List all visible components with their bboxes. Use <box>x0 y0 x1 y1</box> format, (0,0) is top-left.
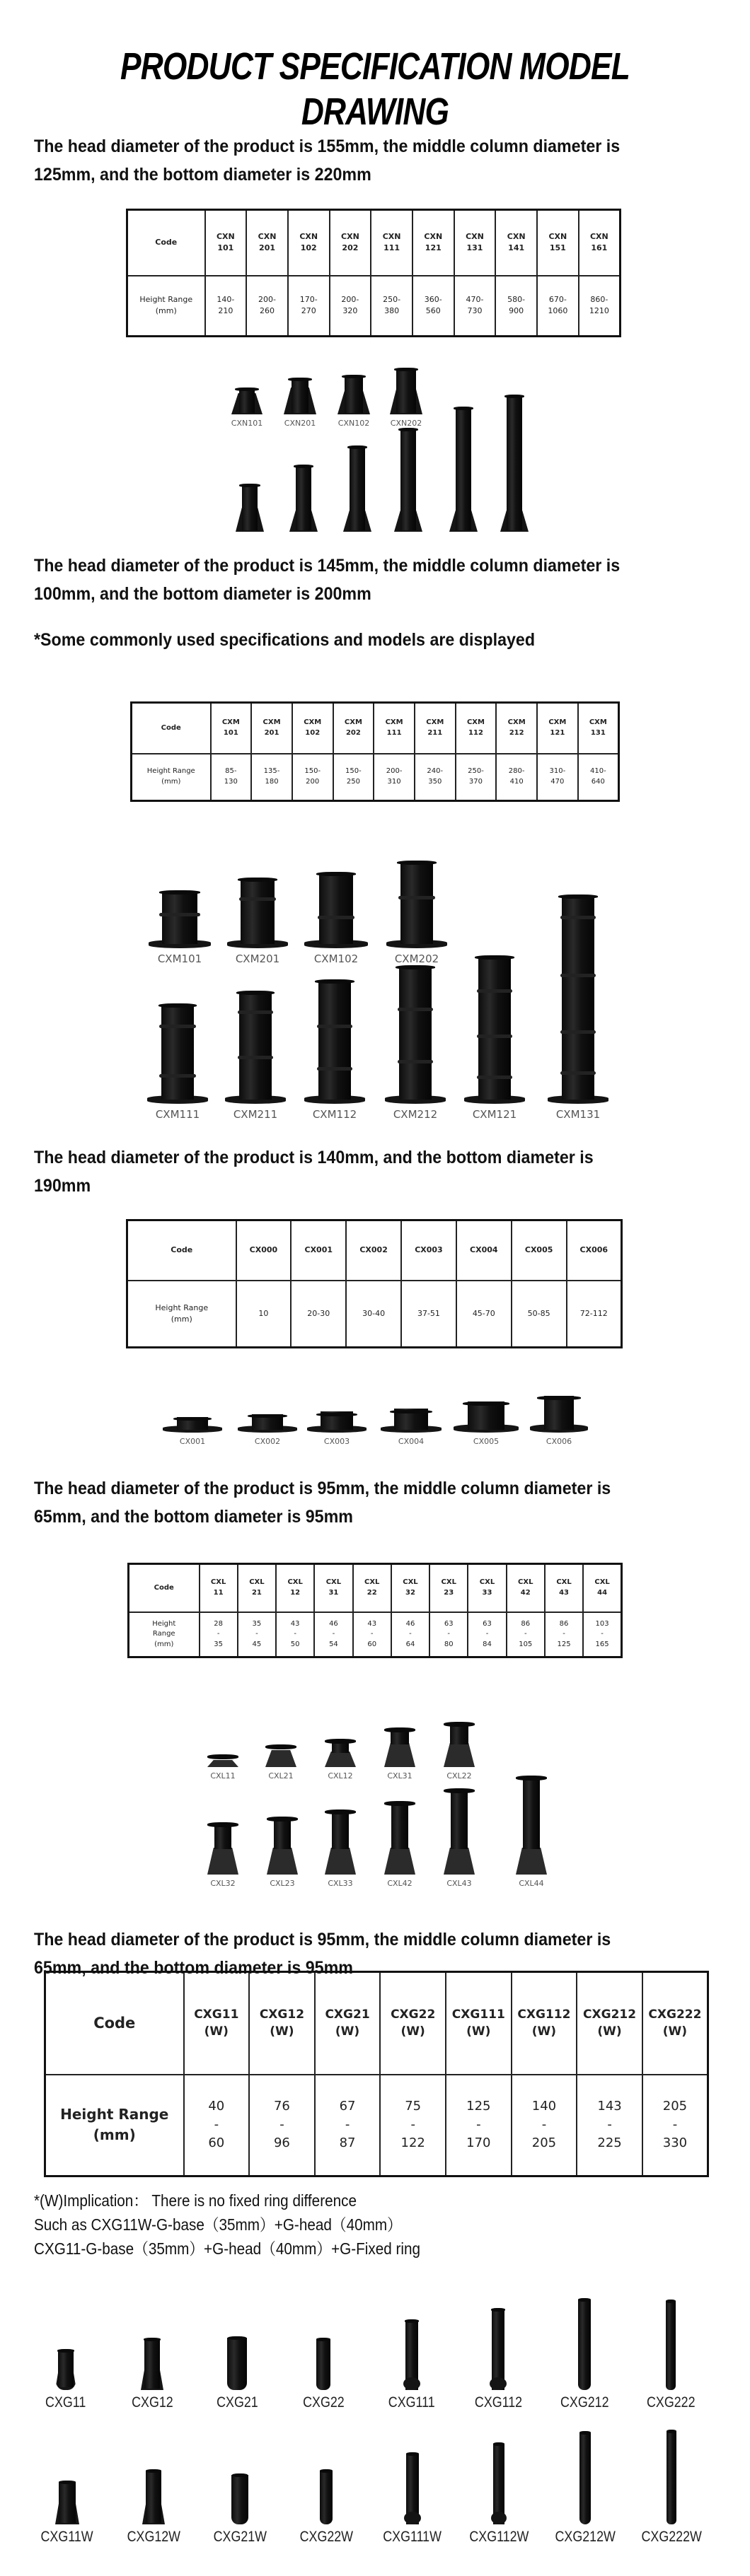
code-cell: CXN 131 <box>454 210 496 276</box>
height-cell: 35 - 45 <box>238 1612 276 1657</box>
product-label: CXG12W <box>127 2529 180 2545</box>
product-label: CXL21 <box>268 1771 294 1781</box>
pedestal-icon <box>464 955 525 1104</box>
product-label: CXM111 <box>155 1108 200 1121</box>
pedestal-icon <box>384 1727 415 1767</box>
height-label: Height Range (mm) <box>127 1281 236 1348</box>
product-label: CXG22W <box>299 2529 353 2545</box>
product-image-cxl21 <box>263 1732 299 1781</box>
height-cell: 170- 270 <box>288 276 330 337</box>
product-label: CXM101 <box>157 952 202 965</box>
code-row <box>127 1220 622 1281</box>
code-cell: CXG22 (W) <box>380 1972 446 2075</box>
product-label: CXN202 <box>390 419 422 428</box>
height-cell: 200- 260 <box>246 276 288 337</box>
height-row <box>127 276 621 337</box>
code-row <box>132 703 619 754</box>
height-cell: 10 <box>236 1281 292 1348</box>
code-cell: CXN 101 <box>205 210 247 276</box>
pedestal-icon <box>238 1411 297 1433</box>
code-cell: CXN 202 <box>330 210 371 276</box>
height-cell: 200- 310 <box>374 754 415 801</box>
height-cell: 45-70 <box>456 1281 512 1348</box>
pedestal-icon <box>227 878 288 948</box>
spec-table-cxl <box>127 1563 623 1658</box>
product-image-cxm111 <box>146 993 209 1121</box>
cx-product-gallery <box>0 1382 750 1453</box>
pedestal-icon <box>141 2338 163 2390</box>
product-image-cxl22 <box>442 1713 477 1781</box>
height-cell: 50-85 <box>512 1281 567 1348</box>
product-image-cxn101 <box>231 361 263 428</box>
code-row <box>45 1972 708 2075</box>
product-image-cxm112 <box>303 972 367 1121</box>
cxn-product-gallery <box>0 361 750 537</box>
height-row <box>132 754 619 801</box>
pedestal-icon <box>444 1788 475 1875</box>
height-cell: 76 - 96 <box>249 2075 315 2176</box>
code-cell: CXG21 (W) <box>315 1972 381 2075</box>
pedestal-icon <box>267 1817 298 1875</box>
product-image-cxm101 <box>147 873 212 965</box>
product-image-cxn111 <box>235 481 265 532</box>
product-label: CX002 <box>254 1437 281 1446</box>
cxl-product-gallery <box>0 1718 750 1909</box>
code-cell: CX003 <box>401 1220 456 1281</box>
pedestal-icon <box>449 407 478 532</box>
code-cell: CXL 11 <box>200 1564 238 1612</box>
code-cell: CXM 121 <box>537 703 578 754</box>
product-image-cx002 <box>236 1394 299 1446</box>
code-cell: CXL 43 <box>545 1564 583 1612</box>
pedestal-icon <box>394 428 422 532</box>
height-cell: 310- 470 <box>537 754 578 801</box>
product-label: CXL11 <box>210 1771 236 1781</box>
pedestal-icon <box>454 1397 519 1433</box>
height-cell: 20-30 <box>291 1281 346 1348</box>
height-cell: 40 - 60 <box>184 2075 250 2176</box>
code-cell: CXN 121 <box>412 210 454 276</box>
pedestal-icon <box>343 445 371 532</box>
height-cell: 580- 900 <box>495 276 537 337</box>
height-cell: 860- 1210 <box>579 276 621 337</box>
code-cell: CXG112 (W) <box>512 1972 577 2075</box>
product-image-cxg12 <box>127 2325 177 2411</box>
section-2-heading <box>34 552 725 608</box>
pedestal-icon <box>207 1754 238 1767</box>
heading-line: 190mm <box>34 1176 91 1196</box>
page-title: PRODUCT SPECIFICATION MODEL DRAWING <box>120 45 630 133</box>
code-cell: CX004 <box>456 1220 512 1281</box>
pedestal-icon <box>444 1722 475 1767</box>
heading-line: The head diameter of the product is 95mm, the middle column diameter is <box>34 1930 611 1950</box>
height-label: Height Range (mm) <box>132 754 211 801</box>
product-label: CXG11 <box>45 2394 86 2411</box>
product-label: CXG111W <box>383 2529 442 2545</box>
code-cell: CXN 111 <box>371 210 412 276</box>
code-cell: CXL 32 <box>391 1564 429 1612</box>
pedestal-icon <box>147 1003 208 1104</box>
section-2-note: *Some commonly used specifications and models are displayed <box>34 630 536 650</box>
height-cell: 72-112 <box>567 1281 622 1348</box>
heading-line: The head diameter of the product is 155mm, the middle column diameter is <box>34 136 621 156</box>
product-label: CXG112W <box>469 2529 529 2545</box>
product-image-cxm131 <box>546 887 610 1121</box>
code-label: Code <box>129 1564 200 1612</box>
product-label: CXN102 <box>338 419 370 428</box>
product-image-cxg22 <box>299 2324 348 2411</box>
code-cell: CXN 102 <box>288 210 330 276</box>
product-label: CXN101 <box>231 419 263 428</box>
product-image-cxg112w <box>467 2428 531 2546</box>
pedestal-icon <box>516 1776 547 1875</box>
height-cell: 280- 410 <box>496 754 537 801</box>
product-image-cxm121 <box>463 948 526 1121</box>
code-cell: CXM 131 <box>578 703 619 754</box>
pedestal-icon <box>404 2452 421 2524</box>
note-line: CXG11-G-base（35mm）+G-head（40mm）+G-Fixed ring <box>34 2239 421 2258</box>
code-cell: CXL 42 <box>507 1564 545 1612</box>
height-cell: 46 - 64 <box>391 1612 429 1657</box>
code-label: Code <box>45 1972 184 2075</box>
product-image-cxg212w <box>553 2418 617 2546</box>
code-cell: CXN 201 <box>246 210 288 276</box>
height-cell: 470- 730 <box>454 276 496 337</box>
height-label: Height Range (mm) <box>45 2075 184 2176</box>
product-label: CXL33 <box>328 1879 353 1888</box>
product-image-cxn151 <box>449 407 478 532</box>
height-cell: 205 - 330 <box>642 2075 708 2176</box>
height-cell: 140 - 205 <box>512 2075 577 2176</box>
product-image-cx001 <box>161 1397 224 1446</box>
pedestal-icon <box>579 2431 591 2524</box>
pedestal-icon <box>231 387 262 414</box>
height-cell: 30-40 <box>346 1281 401 1348</box>
height-row <box>129 1612 622 1657</box>
product-image-cxg222w <box>640 2418 703 2546</box>
code-cell: CX001 <box>291 1220 346 1281</box>
product-image-cxg111w <box>381 2438 444 2546</box>
pedestal-icon <box>325 1739 356 1767</box>
product-label: CXM102 <box>313 952 359 965</box>
pedestal-icon <box>386 861 447 948</box>
pedestal-icon <box>490 2308 507 2390</box>
code-label: Code <box>127 210 205 276</box>
code-cell: CXL 22 <box>353 1564 391 1612</box>
product-image-cxl43 <box>442 1776 477 1888</box>
product-label: CX003 <box>323 1437 350 1446</box>
product-label: CXG11W <box>40 2529 94 2545</box>
code-cell: CXG11 (W) <box>184 1972 250 2075</box>
code-cell: CXM 111 <box>374 703 415 754</box>
pedestal-icon <box>667 2430 676 2524</box>
product-label: CX001 <box>179 1437 206 1446</box>
pedestal-icon <box>390 368 422 414</box>
product-image-cxl23 <box>265 1807 300 1888</box>
code-cell: CXL 44 <box>583 1564 621 1612</box>
height-cell: 63 - 80 <box>429 1612 468 1657</box>
section-3-heading <box>34 1143 725 1200</box>
heading-line: The head diameter of the product is 145mm, the middle column diameter is <box>34 556 621 576</box>
code-cell: CXN 151 <box>537 210 579 276</box>
code-cell: CXL 33 <box>468 1564 506 1612</box>
product-image-cxn141 <box>393 428 423 532</box>
height-cell: 200- 320 <box>330 276 371 337</box>
pedestal-icon <box>225 991 286 1104</box>
pedestal-icon <box>163 1414 222 1433</box>
product-image-cxg22w <box>294 2456 358 2546</box>
pedestal-icon <box>265 1744 296 1767</box>
product-label: CXG112 <box>474 2394 522 2411</box>
height-cell: 86 - 125 <box>545 1612 583 1657</box>
pedestal-icon <box>530 1393 588 1433</box>
product-label: CXG111 <box>388 2394 435 2411</box>
pedestal-icon <box>284 378 316 414</box>
product-label: CXM212 <box>393 1108 438 1121</box>
pedestal-icon <box>227 2336 247 2390</box>
product-label: CXG222W <box>641 2529 702 2545</box>
product-label: CXN201 <box>284 419 316 428</box>
product-image-cxn201 <box>283 361 317 428</box>
spec-table-cxm <box>130 701 620 802</box>
height-cell: 125 - 170 <box>446 2075 512 2176</box>
code-cell: CXM 101 <box>211 703 252 754</box>
code-cell: CXL 12 <box>276 1564 314 1612</box>
product-image-cxn121 <box>289 463 318 532</box>
product-label: CXM201 <box>235 952 280 965</box>
product-image-cxn202 <box>389 361 423 428</box>
pedestal-icon <box>142 2469 165 2524</box>
code-row <box>129 1564 622 1612</box>
pedestal-icon <box>385 965 446 1104</box>
pedestal-icon <box>500 395 529 532</box>
product-image-cx006 <box>529 1380 589 1446</box>
pedestal-icon <box>491 2442 507 2524</box>
note-line: *(W)Implication： There is no fixed ring difference <box>34 2191 357 2210</box>
height-cell: 103 - 165 <box>583 1612 621 1657</box>
pedestal-icon <box>381 1406 442 1433</box>
height-cell: 46 - 54 <box>314 1612 352 1657</box>
code-cell: CXM 112 <box>456 703 497 754</box>
height-cell: 75 - 122 <box>380 2075 446 2176</box>
product-image-cxl33 <box>323 1800 358 1888</box>
code-cell: CX000 <box>236 1220 292 1281</box>
height-row <box>127 1281 622 1348</box>
product-label: CXM211 <box>233 1108 278 1121</box>
pedestal-icon <box>207 1822 238 1875</box>
heading-line: 125mm, and the bottom diameter is 220mm <box>34 165 371 185</box>
code-cell: CXN 161 <box>579 210 621 276</box>
product-image-cxn131 <box>342 445 372 532</box>
height-cell: 140- 210 <box>205 276 247 337</box>
code-cell: CXG12 (W) <box>249 1972 315 2075</box>
code-row <box>127 210 621 276</box>
height-cell: 250- 380 <box>371 276 412 337</box>
spec-table-cxg <box>44 1971 709 2177</box>
w-implication-notes <box>34 2189 671 2261</box>
product-label: CXG21 <box>216 2394 258 2411</box>
product-label: CXL12 <box>328 1771 353 1781</box>
heading-line: The head diameter of the product is 140mm, and the bottom diameter is <box>34 1148 594 1167</box>
code-label: Code <box>127 1220 236 1281</box>
product-image-cxm201 <box>225 866 290 965</box>
code-cell: CXM 212 <box>496 703 537 754</box>
height-cell: 85- 130 <box>211 754 252 801</box>
product-label: CXL42 <box>387 1879 412 1888</box>
product-label: CXL32 <box>210 1879 236 1888</box>
product-label: CXL31 <box>387 1771 412 1781</box>
product-image-cxg12w <box>122 2455 185 2546</box>
height-cell: 43 - 50 <box>276 1612 314 1657</box>
height-cell: 63 - 84 <box>468 1612 506 1657</box>
height-cell: 360- 560 <box>412 276 454 337</box>
code-cell: CXL 23 <box>429 1564 468 1612</box>
note-line: Such as CXG11W-G-base（35mm）+G-head（40mm） <box>34 2215 402 2234</box>
product-label: CXL22 <box>446 1771 472 1781</box>
heading-line: 100mm, and the bottom diameter is 200mm <box>34 584 371 604</box>
product-image-cxg111 <box>385 2305 439 2411</box>
height-cell: 28 - 35 <box>200 1612 238 1657</box>
product-label: CX005 <box>473 1437 500 1446</box>
height-cell: 250- 370 <box>456 754 497 801</box>
code-cell: CXL 31 <box>314 1564 352 1612</box>
code-cell: CXN 141 <box>495 210 537 276</box>
pedestal-icon <box>55 2481 79 2524</box>
product-image-cxg212 <box>558 2284 611 2411</box>
pedestal-icon <box>666 2300 676 2390</box>
pedestal-icon <box>548 894 608 1104</box>
product-image-cxl31 <box>382 1718 417 1781</box>
height-cell: 143 - 225 <box>577 2075 642 2176</box>
height-cell: 240- 350 <box>415 754 456 801</box>
product-label: CXG212 <box>560 2394 609 2411</box>
product-image-cx003 <box>306 1391 368 1446</box>
product-image-cxg11w <box>35 2468 99 2546</box>
product-image-cxg222 <box>644 2284 698 2411</box>
height-cell: 37-51 <box>401 1281 456 1348</box>
height-cell: 150- 250 <box>333 754 374 801</box>
product-image-cxm212 <box>383 958 447 1121</box>
pedestal-icon <box>304 979 365 1104</box>
height-cell: 410- 640 <box>578 754 619 801</box>
cxg-w-product-gallery <box>0 2418 750 2546</box>
product-label: CXL43 <box>446 1879 472 1888</box>
product-image-cx005 <box>453 1382 519 1446</box>
product-image-cxm211 <box>224 984 287 1121</box>
pedestal-icon <box>55 2349 76 2390</box>
product-image-cxl44 <box>514 1764 549 1888</box>
height-row <box>45 2075 708 2176</box>
product-label: CXL44 <box>519 1879 544 1888</box>
code-cell: CXG111 (W) <box>446 1972 512 2075</box>
code-label: Code <box>132 703 211 754</box>
spec-table-cx <box>126 1219 623 1348</box>
product-image-cxl42 <box>382 1789 417 1888</box>
heading-line: 65mm, and the bottom diameter is 95mm <box>34 1958 353 1978</box>
product-label: CXG22 <box>302 2394 345 2411</box>
product-label: CX006 <box>546 1437 572 1446</box>
product-label: CXM112 <box>312 1108 357 1121</box>
product-image-cxn161 <box>500 395 529 532</box>
pedestal-icon <box>403 2319 420 2390</box>
code-cell: CXM 211 <box>415 703 456 754</box>
product-image-cxg21 <box>212 2324 262 2411</box>
height-cell: 670- 1060 <box>537 276 579 337</box>
pedestal-icon <box>578 2298 591 2390</box>
product-image-cxn102 <box>337 361 371 428</box>
product-label: CXM202 <box>394 952 439 965</box>
pedestal-icon <box>289 465 318 532</box>
pedestal-icon <box>231 2473 248 2524</box>
code-cell: CX005 <box>512 1220 567 1281</box>
product-image-cxm202 <box>385 855 449 965</box>
product-label: CXG12 <box>131 2394 173 2411</box>
pedestal-icon <box>307 1409 367 1433</box>
code-cell: CXM 201 <box>251 703 292 754</box>
product-image-cxl32 <box>205 1814 241 1888</box>
height-cell: 150- 200 <box>292 754 333 801</box>
product-image-cx004 <box>379 1388 443 1446</box>
heading-line: 65mm, and the bottom diameter is 95mm <box>34 1507 353 1527</box>
section-4-heading <box>34 1474 725 1531</box>
product-image-cxl12 <box>323 1727 358 1781</box>
product-image-cxg112 <box>471 2294 525 2411</box>
product-label: CXM131 <box>555 1108 601 1121</box>
pedestal-icon <box>304 872 368 948</box>
product-label: CXL23 <box>270 1879 295 1888</box>
code-cell: CXM 102 <box>292 703 333 754</box>
code-cell: CXL 21 <box>238 1564 276 1612</box>
product-image-cxg21w <box>208 2461 272 2546</box>
pedestal-icon <box>325 1809 356 1875</box>
cxm-product-gallery <box>0 852 750 1121</box>
height-cell: 67 - 87 <box>315 2075 381 2176</box>
pedestal-icon <box>316 2338 330 2390</box>
product-image-cxm102 <box>303 862 369 965</box>
product-image-cxg11 <box>41 2333 91 2411</box>
code-cell: CX006 <box>567 1220 622 1281</box>
heading-line: The head diameter of the product is 95mm, the middle column diameter is <box>34 1479 611 1498</box>
height-cell: 86 - 105 <box>507 1612 545 1657</box>
pedestal-icon <box>149 890 211 948</box>
pedestal-icon <box>320 2469 333 2524</box>
height-label: Height Range (mm) <box>129 1612 200 1657</box>
code-cell: CXG222 (W) <box>642 1972 708 2075</box>
pedestal-icon <box>384 1801 415 1875</box>
code-cell: CXM 202 <box>333 703 374 754</box>
cxg-product-gallery <box>0 2284 750 2411</box>
height-cell: 43 - 60 <box>353 1612 391 1657</box>
pedestal-icon <box>236 484 264 532</box>
spec-table-cxn <box>126 209 621 337</box>
height-cell: 135- 180 <box>251 754 292 801</box>
pedestal-icon <box>338 375 370 414</box>
height-label: Height Range (mm) <box>127 276 205 337</box>
code-cell: CX002 <box>346 1220 401 1281</box>
product-label: CX004 <box>398 1437 425 1446</box>
product-label: CXG212W <box>555 2529 616 2545</box>
product-label: CXG222 <box>646 2394 696 2411</box>
product-label: CXG21W <box>213 2529 267 2545</box>
code-cell: CXG212 (W) <box>577 1972 642 2075</box>
section-1-heading <box>34 132 725 189</box>
product-label: CXM121 <box>472 1108 517 1121</box>
product-image-cxl11 <box>205 1739 241 1781</box>
